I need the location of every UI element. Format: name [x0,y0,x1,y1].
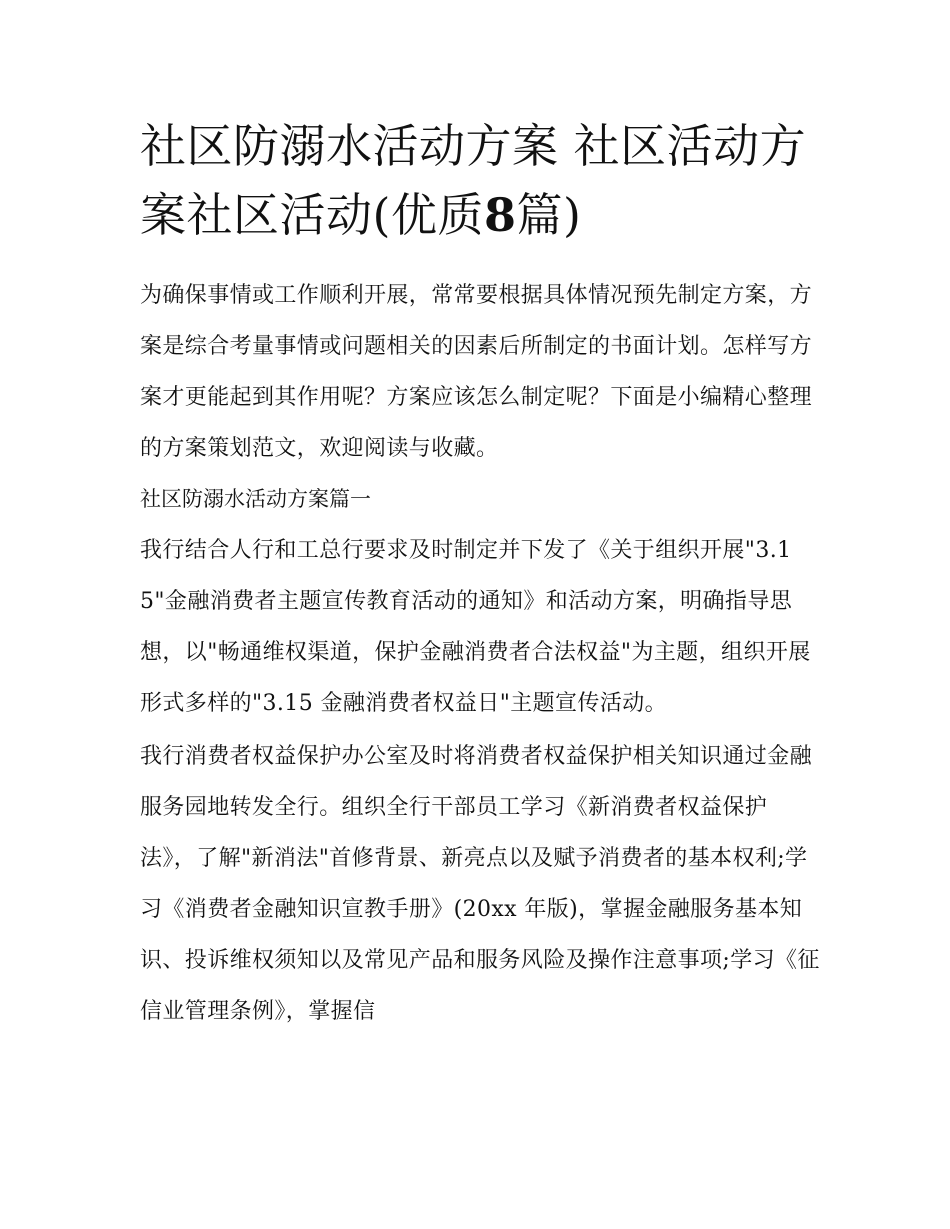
body-paragraph-2: 我行消费者权益保护办公室及时将消费者权益保护相关知识通过金融服务园地转发全行。组织全行干部员工学习《新消费者权益保护法》，了解"新消法"首修背景、新亮点以及赋予消费者的基本权利;学习《消费者金融知识宣教手册》(20xx 年版)，掌握金融服务基本知识、投诉维权须知以及常见产品和服务风险及操作注意事项;学习《征信业管理条例》，掌握信 [140,744,820,1024]
intro-paragraph: 为确保事情或工作顺利开展，常常要根据具体情况预先制定方案，方案是综合考量事情或问题相关的因素后所制定的书面计划。怎样写方案才更能起到其作用呢？方案应该怎么制定呢？下面是小编精心整理的方案策划范文，欢迎阅读与收藏。 [140,283,813,461]
title-suffix: 篇) [516,188,582,242]
body-paragraph-1: 我行结合人行和工总行要求及时制定并下发了《关于组织开展"3.15"金融消费者主题宣传教育活动的通知》和活动方案，明确指导思想，以"畅通维权渠道，保护金融消费者合法权益"为主题，组织开展形式多样的"3.15 金融消费者权益日"主题宣传活动。 [140,538,811,716]
document-body [140,112,820,1037]
document-title [140,112,820,250]
title-text: 社区防溺水活动方案 社区活动方案社区活动(优质 [140,119,807,242]
title-number: 8 [483,188,517,242]
section-heading: 社区防溺水活动方案篇一 [140,487,371,511]
